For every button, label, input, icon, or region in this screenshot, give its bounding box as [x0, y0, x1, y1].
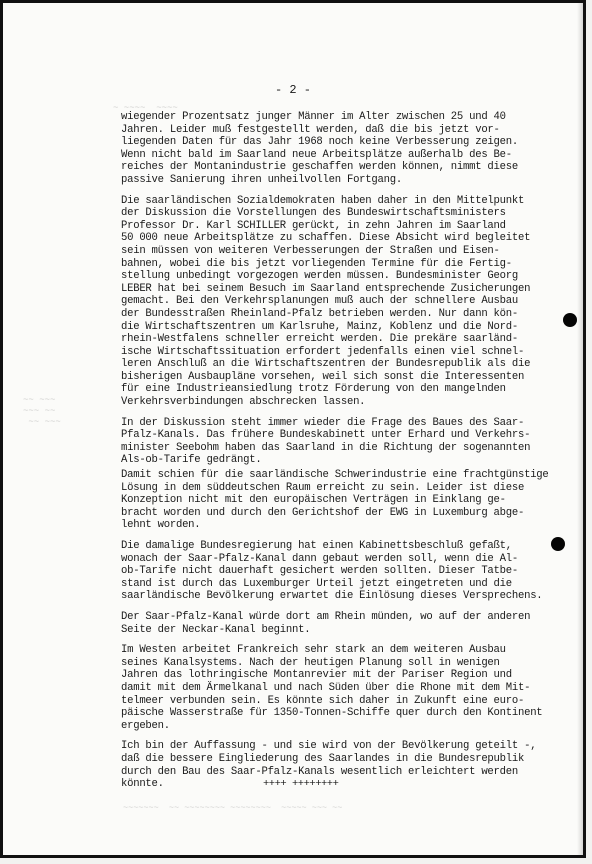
page-number: - 2 - — [274, 83, 311, 97]
page-edge-shadow — [577, 3, 583, 855]
paragraph-france-canals: Im Westen arbeitet Frankreich sehr stark an dem weiteren Ausbau seines Kanalsystems. Nach der heutigen Planung soll in wenigen Jahren das lothringische Montanrevier mit der Pariser Region und damit mit dem Ärmelkanal und nach Süden über die Rhone mit dem Mit- telmeer verbunden sein. Es könnte sich daher in Zukunft eine euro- päische Wasserstraße für 1350-Tonnen-Schiffe quer durch den Kontinent ergeben. — [121, 644, 543, 732]
paragraph-cabinet-decision: Die damalige Bundesregierung hat einen Kabinettsbeschluß gefaßt, wonach der Saar-Pfalz-Kanal dann gebaut werden soll, wenn die Al- ob-Tarife nicht dauerhaft gesichert werden sollten. Dieser Tatbe- stand ist durch das Luxemburger Urteil jetzt eingetreten und die saarländische Bevölkerung erwartet die Einlösung dieses Versprechens. — [121, 540, 543, 603]
bleed-through-footer: ~~~~~~~ ~~ ~~~~~~~~ ~~~~~~~~ ~~~~~ ~~~ ~~ — [123, 803, 343, 813]
closing-separator: ++++ ++++++++ — [263, 778, 339, 790]
punch-hole-bottom — [551, 537, 565, 551]
paragraph-canal-discussion: In der Diskussion steht immer wieder die Frage des Baues des Saar- Pfalz-Kanals. Das frühere Bundeskabinett unter Erhard und Verkehrs- minister Seebohm haben das Saarland in die Richtung der sogenannten Als-ob-Tarife gedrängt. — [121, 416, 531, 467]
paragraph-jobs-plan: Die saarländischen Sozialdemokraten haben daher in den Mittelpunkt der Diskussion die Vorstellungen des Bundeswirtschaftsministers Professor Dr. Karl SCHILLER gerückt, in zehn Jahren im Saarland 50 000 neue Arbeitsplätze zu schaffen. Diese Absicht wird begleitet sein müssen von weiteren Verbesserungen der Straßen und Eisen- bahnen, wobei die bis jetzt vorliegenden Termine für die Fertig- stellung unbedingt vorgezogen werden müssen. Bundesminister Georg LEBER hat bei seinem Besuch im Saarland entsprechende Zusicherungen gemacht. Bei den Verkehrsplanungen muß auch der schnellere Ausbau der Bundesstraßen Rheinland-Pfalz betrieben werden. Nur dann kön- die Wirtschaftszentren um Karlsruhe, Mainz, Koblenz und die Nord- rhein-Westfalens schneller erreicht werden. Die prekäre saarländ- ische Wirtschaftssituation erfordert jedenfalls einen viel schnel- leren Anschluß an die Wirtschaftszentren der Bundesrepublik als die bisherigen Ausbaupläne vorsehen, weil sich sonst die Interessenten für eine Industrieansiedlung trotz Förderung von den mangelnden Verkehrsverbindungen abschrecken lassen. — [121, 194, 531, 409]
paragraph-conclusion: Ich bin der Auffassung - und sie wird von der Bevölkerung geteilt -, daß die bessere Eingliederung des Saarlandes in die Bundesrepublik durch den Bau des Saar-Pfalz-Kanals wesentlich erleichtert werden könnte. — [121, 740, 537, 791]
paragraph-unemployment: wiegender Prozentsatz junger Männer im Alter zwischen 25 und 40 Jahren. Leider muß festgestellt werden, daß die bis jetzt vor- liegenden Daten für das Jahr 1968 noch keine Verbesserung zeigen. Wenn nicht bald im Saarland neue Arbeitsplätze außerhalb des Be- reiches der Montanindustrie geschaffen werden können, nimmt diese passive Sanierung ihren unheilvollen Fortgang. — [121, 111, 518, 186]
paragraph-canal-mouth: Der Saar-Pfalz-Kanal würde dort am Rhein münden, wo auf der anderen Seite der Neckar-Kanal beginnt. — [121, 610, 531, 636]
bleed-through-text: ~ ~~~~ ~~~~ — [113, 103, 178, 113]
bleed-through-margin: ~~ ~~~ ~~~ ~~ ~~ ~~~ — [23, 395, 61, 427]
letter-body — [121, 111, 581, 799]
punch-hole-top — [563, 313, 577, 327]
paragraph-freight-solution: Damit schien für die saarländische Schwerindustrie eine frachtgünstige Lösung in dem süddeutschen Raum erreicht zu sein. Leider ist diese Konzeption nicht mit den europäischen Verträgen in Einklang ge- bracht worden und durch den Gerichtshof der EWG in Luxemburg abge- lehnt worden. — [121, 469, 549, 532]
